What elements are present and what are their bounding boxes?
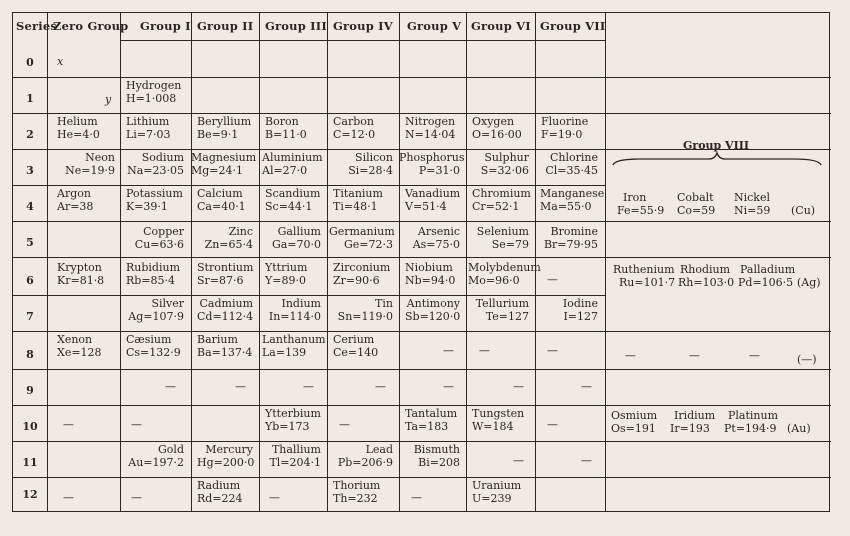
element-xenon: Xenon Xe=128 [57, 333, 102, 359]
empty-dash: — [339, 418, 350, 431]
empty-dash: — [547, 273, 558, 286]
element-iodine: Iodine I=127 [562, 297, 598, 323]
element-zinc: Zinc Zn=65·4 [204, 225, 253, 251]
header-group-4: Group IV [333, 19, 393, 33]
element-tin: Tin Sn=119·0 [337, 297, 393, 323]
element-tantalum: Tantalum Ta=183 [405, 407, 458, 433]
element-thallium: Thallium Tl=204·1 [269, 443, 321, 469]
element-gallium: Gallium Ga=70·0 [271, 225, 321, 251]
column-divider [327, 13, 328, 511]
empty-dash: — [513, 380, 524, 393]
element-platinum: Platinum Pt=194·9 [724, 409, 779, 435]
series-number: 12 [22, 488, 38, 501]
element-neon: Neon Ne=19·9 [65, 151, 115, 177]
empty-dash: — [625, 349, 636, 362]
element-x: x [57, 55, 64, 68]
element-uranium: Uranium U=239 [472, 479, 522, 505]
element-scandium: Scandium Sc=44·1 [265, 187, 321, 213]
empty-dash: — [131, 491, 142, 504]
element-osmium: Osmium Os=191 [611, 409, 658, 435]
element-arsenic: Arsenic As=75·0 [412, 225, 460, 251]
series-number: 9 [26, 384, 34, 397]
element-gold-ref-empty: (—) [797, 353, 817, 366]
header-series: Series [16, 19, 58, 33]
empty-dash: — [411, 491, 422, 504]
element-cerium: Cerium Ce=140 [333, 333, 379, 359]
element-carbon: Carbon C=12·0 [333, 115, 376, 141]
element-phosphorus: Phosphorus P=31·0 [399, 151, 465, 177]
element-nitrogen: Nitrogen N=14·04 [405, 115, 456, 141]
element-thorium: Thorium Th=232 [333, 479, 381, 505]
element-titanium: Titanium Ti=48·1 [333, 187, 383, 213]
element-copper: Copper Cu=63·6 [134, 225, 184, 251]
element-argon: Argon Ar=38 [57, 187, 94, 213]
element-tungsten: Tungsten W=184 [472, 407, 525, 433]
element-lanthanum: Lanthanum La=139 [262, 333, 326, 359]
empty-dash: — [443, 380, 454, 393]
header-group-2: Group II [197, 19, 254, 33]
series-number: 7 [26, 310, 34, 323]
empty-dash: — [235, 380, 246, 393]
element-barium: Barium Ba=137·4 [197, 333, 253, 359]
element-ytterbium: Ytterbium Yb=173 [265, 407, 321, 433]
column-divider [605, 13, 606, 511]
empty-dash: — [479, 344, 490, 357]
element-mercury: Mercury Hg=200·0 [197, 443, 255, 469]
header-group-5: Group V [407, 19, 462, 33]
row-rule [13, 185, 605, 186]
series-number: 11 [22, 456, 38, 469]
empty-dash: — [63, 491, 74, 504]
column-divider [259, 13, 260, 511]
element-strontium: Strontium Sr=87·6 [197, 261, 254, 287]
element-molybdenum: Molybdenum Mo=96·0 [468, 261, 541, 287]
element-beryllium: Beryllium Be=9·1 [197, 115, 252, 141]
column-divider [47, 13, 48, 511]
row-rule [13, 477, 831, 478]
element-antimony: Antimony Sb=120·0 [405, 297, 461, 323]
element-potassium: Potassium K=39·1 [126, 187, 183, 213]
element-ruthenium: Ruthenium Ru=101·7 [613, 263, 676, 289]
column-divider [399, 13, 400, 511]
element-vanadium: Vanadium V=51·4 [405, 187, 461, 213]
header-group-7: Group VII [540, 19, 606, 33]
element-chlorine: Chlorine Cl=35·45 [545, 151, 598, 177]
header-group-1: Group I [140, 19, 191, 33]
element-helium: Helium He=4·0 [57, 115, 100, 141]
element-iron: Iron Fe=55·9 [617, 191, 665, 217]
element-calcium: Calcium Ca=40·1 [197, 187, 246, 213]
element-iridium: Iridium Ir=193 [670, 409, 716, 435]
empty-dash: — [165, 380, 176, 393]
series-number: 8 [26, 348, 34, 361]
series-number: 0 [26, 56, 34, 69]
periodic-table [12, 12, 830, 512]
element-chromium: Chromium Cr=52·1 [472, 187, 531, 213]
element-sodium: Sodium Na=23·05 [127, 151, 184, 177]
element-copper-ref: (Cu) [791, 204, 816, 217]
element-rhodium: Rhodium Rh=103·0 [678, 263, 735, 289]
element-lithium: Lithium Li=7·03 [126, 115, 171, 141]
element-silver: Silver Ag=107·9 [128, 297, 184, 323]
series-number: 10 [22, 420, 38, 433]
element-lead: Lead Pb=206·9 [337, 443, 393, 469]
element-nickel: Nickel Ni=59 [734, 191, 771, 217]
series-number: 5 [26, 236, 34, 249]
element-fluorine: Fluorine F=19·0 [541, 115, 589, 141]
row-rule [13, 295, 605, 296]
element-selenium: Selenium Se=79 [476, 225, 529, 251]
column-divider [120, 13, 121, 511]
series-number: 2 [26, 128, 34, 141]
element-gold: Gold Au=197·2 [128, 443, 184, 469]
header-group-8: Group VIII [683, 139, 750, 152]
header-rule [120, 40, 605, 41]
element-tellurium: Tellurium Te=127 [475, 297, 529, 323]
element-rubidium: Rubidium Rb=85·4 [126, 261, 181, 287]
header-group-6: Group VI [471, 19, 531, 33]
empty-dash: — [547, 344, 558, 357]
element-palladium: Palladium Pd=106·5 [738, 263, 796, 289]
element-y: y [105, 93, 112, 106]
empty-dash: — [303, 380, 314, 393]
row-rule [13, 257, 831, 258]
column-divider [466, 13, 467, 511]
element-silver-ref: (Ag) [797, 276, 821, 289]
empty-dash: — [581, 454, 592, 467]
empty-dash: — [131, 418, 142, 431]
row-rule [13, 77, 831, 78]
empty-dash: — [581, 380, 592, 393]
element-indium: Indium In=114·0 [268, 297, 321, 323]
element-germanium: Germanium Ge=72·3 [329, 225, 395, 251]
row-rule [13, 369, 831, 370]
element-radium: Radium Rd=224 [197, 479, 243, 505]
empty-dash: — [689, 349, 700, 362]
element-zirconium: Zirconium Zr=90·6 [333, 261, 391, 287]
element-hydrogen: Hydrogen H=1·008 [126, 79, 182, 105]
element-magnesium: Magnesium Mg=24·1 [191, 151, 257, 177]
empty-dash: — [513, 454, 524, 467]
element-sulphur: Sulphur S=32·06 [480, 151, 529, 177]
element-bromine: Bromine Br=79·95 [543, 225, 598, 251]
element-boron: Boron B=11·0 [265, 115, 307, 141]
series-number: 4 [26, 200, 34, 213]
series-number: 1 [26, 92, 34, 105]
element-cadmium: Cadmium Cd=112·4 [197, 297, 254, 323]
element-gold-ref: (Au) [787, 422, 811, 435]
element-bismuth: Bismuth Bi=208 [413, 443, 460, 469]
empty-dash: — [63, 418, 74, 431]
row-rule [13, 113, 831, 114]
element-silicon: Silicon Si=28·4 [348, 151, 393, 177]
element-aluminium: Aluminium Al=27·0 [262, 151, 323, 177]
brace-icon [611, 151, 823, 167]
empty-dash: — [547, 418, 558, 431]
empty-dash: — [443, 344, 454, 357]
element-krypton: Krypton Kr=81·8 [57, 261, 105, 287]
column-divider [191, 13, 192, 511]
element-yttrium: Yttrium Y=89·0 [265, 261, 308, 287]
row-rule [13, 331, 831, 332]
header-group-3: Group III [265, 19, 327, 33]
empty-dash: — [375, 380, 386, 393]
row-rule [13, 405, 831, 406]
element-caesium: Cæsium Cs=132·9 [126, 333, 181, 359]
series-number: 3 [26, 164, 34, 177]
element-oxygen: Oxygen O=16·00 [472, 115, 522, 141]
series-number: 6 [26, 274, 34, 287]
row-rule [13, 441, 831, 442]
empty-dash: — [749, 349, 760, 362]
empty-dash: — [269, 491, 280, 504]
element-manganese: Manganese Ma=55·0 [540, 187, 605, 213]
header-zero-group: Zero Group [53, 19, 129, 33]
row-rule [13, 221, 831, 222]
element-cobalt: Cobalt Co=59 [677, 191, 716, 217]
element-niobium: Niobium Nb=94·0 [405, 261, 456, 287]
